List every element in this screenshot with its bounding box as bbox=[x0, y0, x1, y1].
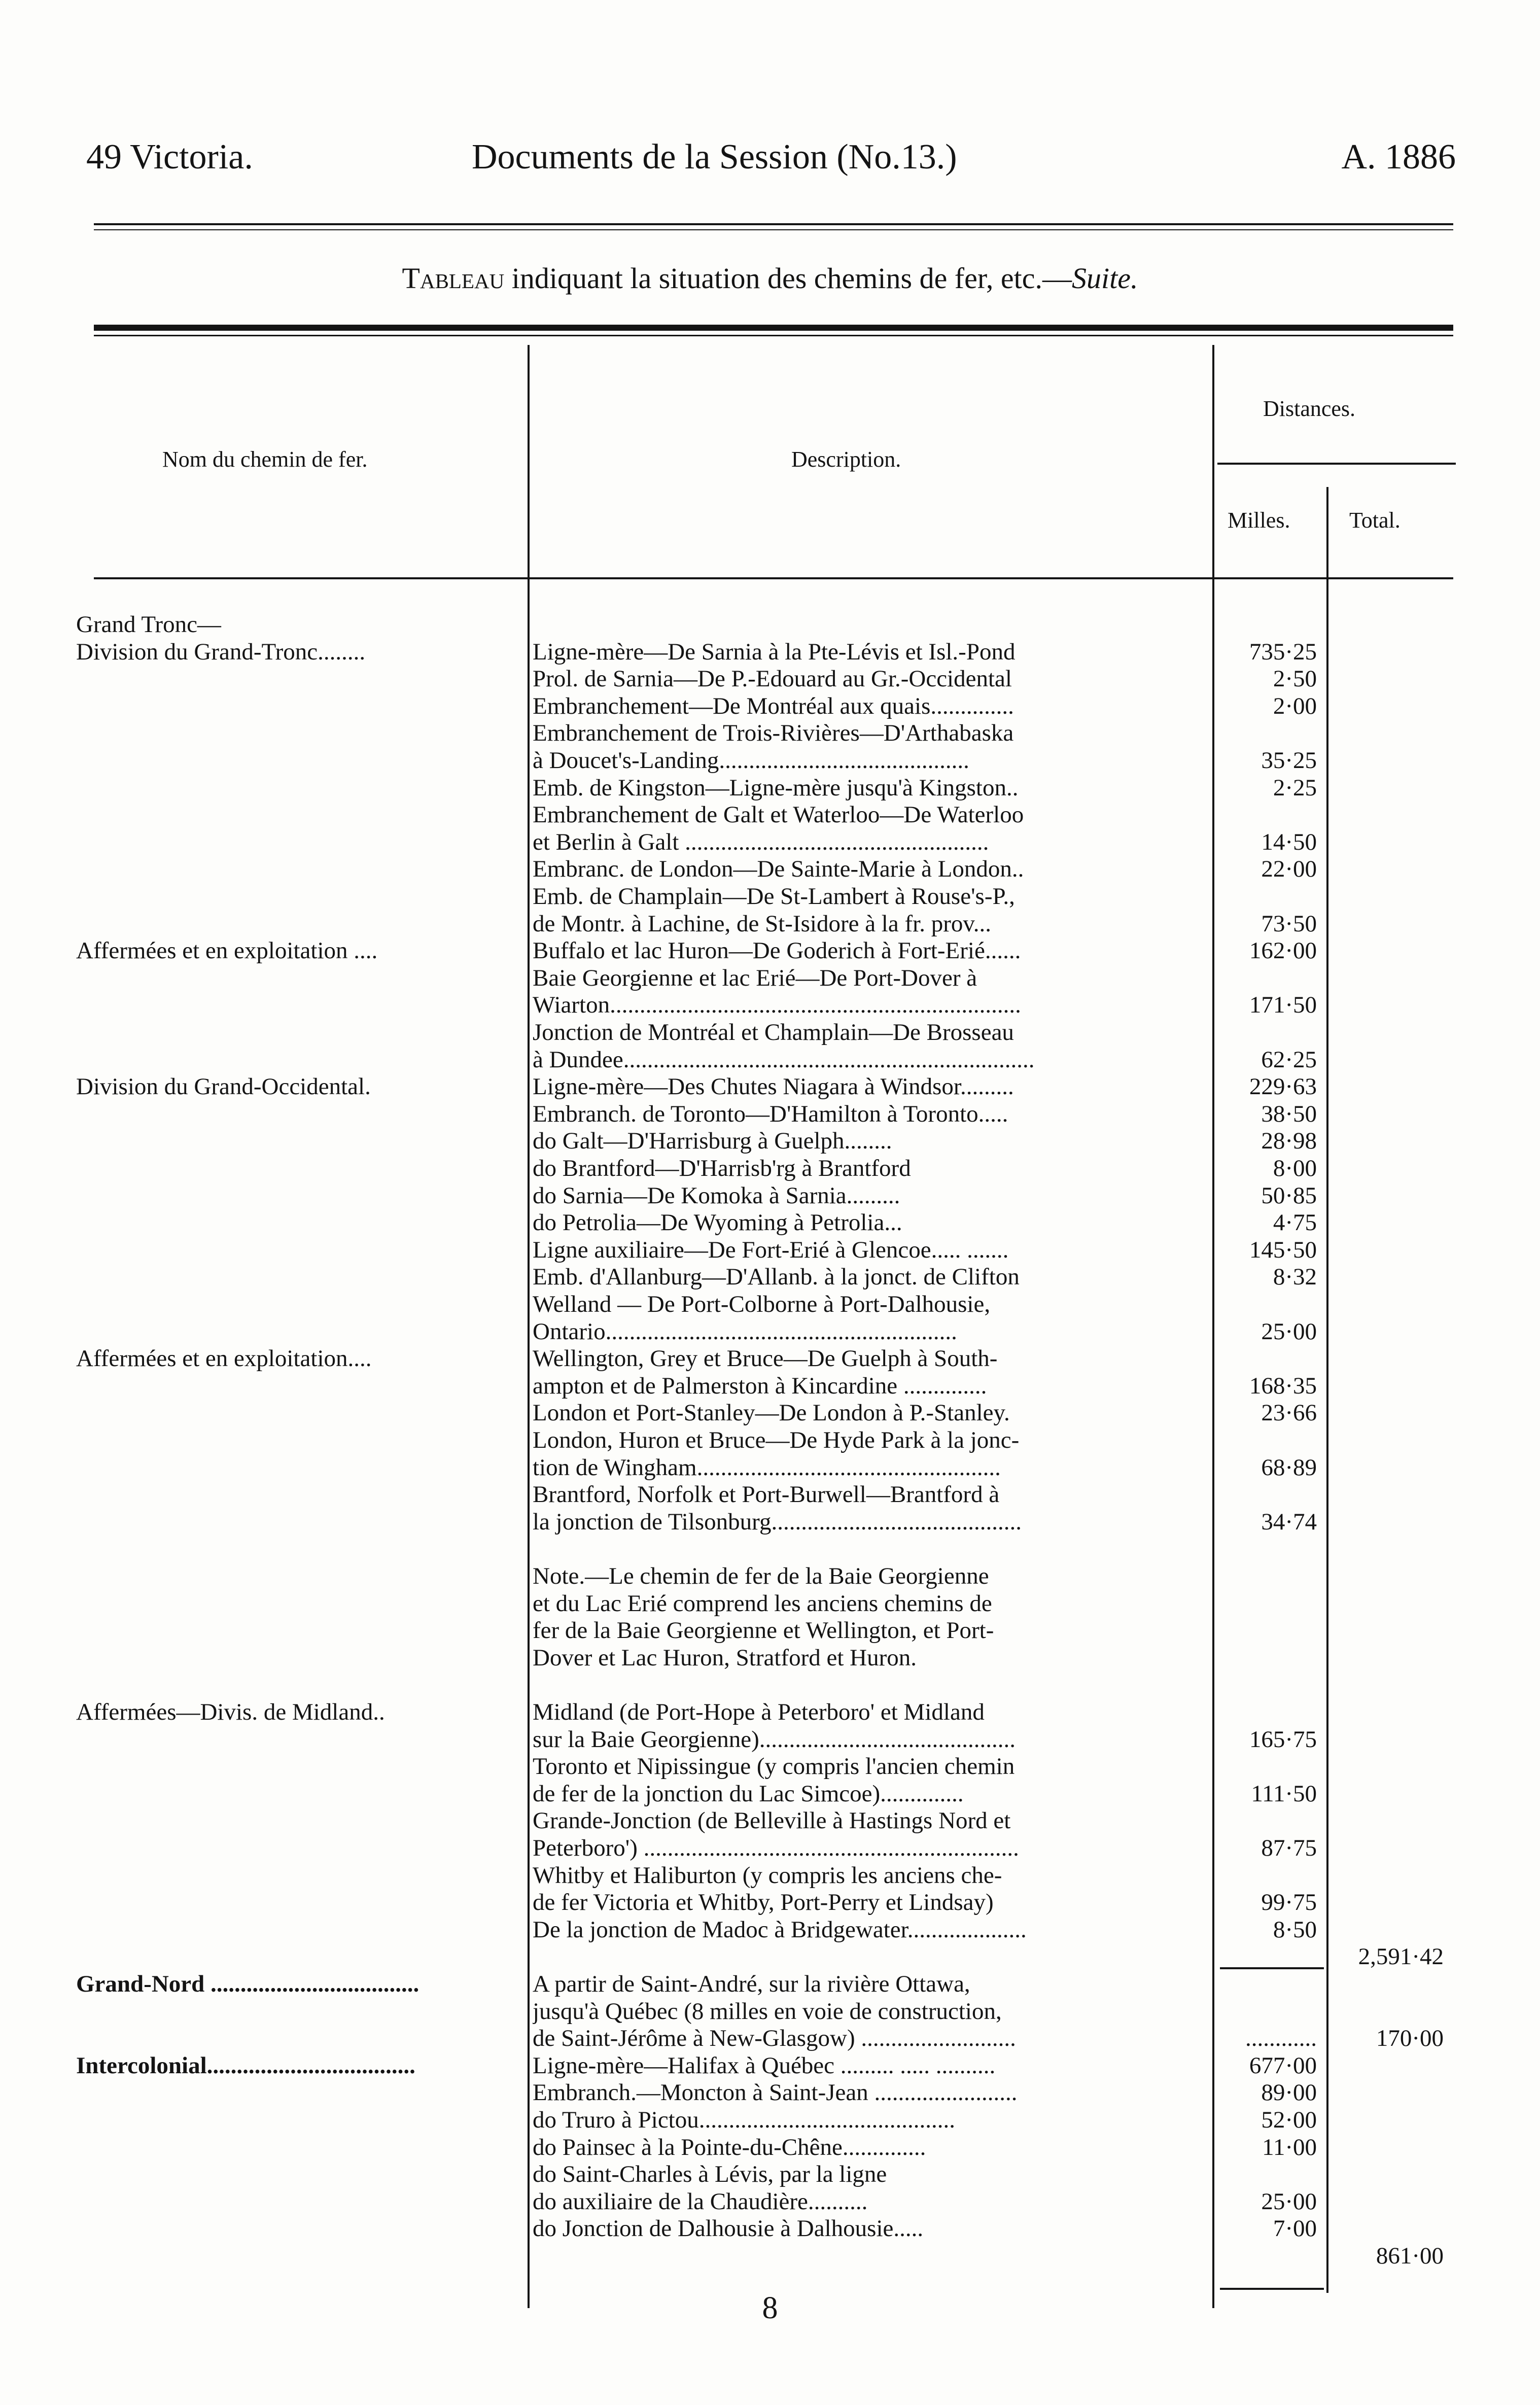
title-suite: Suite. bbox=[1071, 262, 1138, 295]
table-row bbox=[0, 1291, 1540, 1318]
row-description: Toronto et Nipissingue (y compris l'ancien chemin bbox=[533, 1753, 1015, 1780]
table-row bbox=[0, 2107, 1540, 2134]
table-row bbox=[0, 2243, 1540, 2270]
row-miles: 34·74 bbox=[1261, 1508, 1317, 1535]
row-miles: 2·00 bbox=[1273, 692, 1317, 719]
table-row bbox=[0, 1209, 1540, 1236]
table-row bbox=[0, 1400, 1540, 1426]
distances-rule bbox=[1217, 463, 1456, 465]
table-row bbox=[0, 965, 1540, 992]
row-miles: 23·66 bbox=[1261, 1400, 1317, 1426]
header-right: A. 1886 bbox=[1341, 137, 1456, 177]
running-header bbox=[86, 137, 1456, 183]
row-miles: ............ bbox=[1245, 2025, 1317, 2052]
row-miles: 25·00 bbox=[1261, 1318, 1317, 1345]
table-row bbox=[0, 1753, 1540, 1780]
row-name: Intercolonial................................... bbox=[76, 2052, 415, 2079]
row-description: De la jonction de Madoc à Bridgewater.................... bbox=[533, 1916, 1027, 1943]
row-miles: 165·75 bbox=[1249, 1726, 1317, 1753]
row-description: Embranch. de Toronto—D'Hamilton à Toronto..... bbox=[533, 1100, 1008, 1127]
table-row bbox=[0, 1454, 1540, 1481]
row-total: 861·00 bbox=[1376, 2243, 1444, 2269]
row-description: Ligne-mère—Des Chutes Niagara à Windsor......... bbox=[533, 1073, 1014, 1100]
row-miles: 50·85 bbox=[1261, 1182, 1317, 1209]
row-name: Affermées et en exploitation.... bbox=[76, 1345, 372, 1372]
page-number: 8 bbox=[762, 2291, 778, 2325]
table-row bbox=[0, 1019, 1540, 1046]
row-miles: 162·00 bbox=[1249, 937, 1317, 964]
table-row bbox=[0, 611, 1540, 638]
table-row bbox=[0, 1128, 1540, 1155]
row-miles: 8·32 bbox=[1273, 1264, 1317, 1291]
row-name: Division du Grand-Occidental. bbox=[76, 1073, 371, 1100]
row-description: do Galt—D'Harrisburg à Guelph........ bbox=[533, 1128, 892, 1155]
row-description: à Dundee..................................................................... bbox=[533, 1046, 1035, 1073]
row-miles: 22·00 bbox=[1261, 856, 1317, 883]
row-description: et du Lac Erié comprend les anciens chemins de bbox=[533, 1590, 992, 1617]
table-row bbox=[0, 2161, 1540, 2188]
header-center: Documents de la Session (No.13.) bbox=[472, 137, 957, 177]
row-miles: 8·50 bbox=[1273, 1916, 1317, 1943]
row-description: Prol. de Sarnia—De P.-Edouard au Gr.-Occidental bbox=[533, 666, 1012, 692]
table-row bbox=[0, 1726, 1540, 1753]
row-description: Emb. de Kingston—Ligne-mère jusqu'à Kingston.. bbox=[533, 774, 1019, 801]
row-description: et Berlin à Galt ................................................... bbox=[533, 828, 989, 855]
row-description: do Jonction de Dalhousie à Dalhousie..... bbox=[533, 2215, 924, 2242]
row-miles: 111·50 bbox=[1251, 1780, 1317, 1807]
header-left: 49 Victoria. bbox=[86, 137, 253, 177]
table-row bbox=[0, 1916, 1540, 1943]
row-description: Ligne auxiliaire—De Fort-Erié à Glencoe..... ....... bbox=[533, 1236, 1009, 1263]
row-miles: 28·98 bbox=[1261, 1128, 1317, 1155]
row-description: do Painsec à la Pointe-du-Chêne.............. bbox=[533, 2134, 926, 2160]
table-row bbox=[0, 1155, 1540, 1182]
row-description: Baie Georgienne et lac Erié—De Port-Dover à bbox=[533, 964, 977, 991]
row-description: Embranc. de London—De Sainte-Marie à London.. bbox=[533, 856, 1024, 883]
table-row bbox=[0, 1943, 1540, 1970]
row-miles: 145·50 bbox=[1249, 1236, 1317, 1263]
table-row bbox=[0, 992, 1540, 1019]
row-description: Embranchement—De Montréal aux quais.............. bbox=[533, 692, 1014, 719]
row-miles: 25·00 bbox=[1261, 2188, 1317, 2215]
table-row bbox=[0, 775, 1540, 801]
table-row bbox=[0, 2188, 1540, 2215]
row-miles: 2·25 bbox=[1273, 774, 1317, 801]
row-miles: 677·00 bbox=[1249, 2052, 1317, 2079]
table-row bbox=[0, 720, 1540, 747]
row-description: Welland — De Port-Colborne à Port-Dalhousie, bbox=[533, 1291, 991, 1317]
table-row bbox=[0, 1971, 1540, 1998]
col-head-description: Description. bbox=[791, 447, 901, 472]
row-description: de Saint-Jérôme à New-Glasgow) .......................... bbox=[533, 2025, 1016, 2052]
row-description: do Saint-Charles à Lévis, par la ligne bbox=[533, 2161, 887, 2188]
table-row bbox=[0, 1671, 1540, 1698]
table-row bbox=[0, 639, 1540, 666]
table-row bbox=[0, 2052, 1540, 2079]
row-description: Whitby et Haliburton (y compris les anciens che- bbox=[533, 1862, 1002, 1889]
row-description: Buffalo et lac Huron—De Goderich à Fort-Erié...... bbox=[533, 937, 1021, 964]
header-rule bbox=[94, 223, 1453, 225]
table-title bbox=[0, 261, 1540, 295]
title-rule-heavy bbox=[94, 325, 1453, 331]
row-miles: 2·50 bbox=[1273, 666, 1317, 692]
table-row bbox=[0, 1264, 1540, 1291]
row-description: Embranch.—Moncton à Saint-Jean ........................ bbox=[533, 2079, 1018, 2106]
row-miles: 8·00 bbox=[1273, 1155, 1317, 1181]
row-description: Ligne-mère—Halifax à Québec ......... ..... .......... bbox=[533, 2052, 996, 2079]
row-description: Emb. d'Allanburg—D'Allanb. à la jonct. de Clifton bbox=[533, 1264, 1020, 1291]
table-row bbox=[0, 1237, 1540, 1264]
row-description: Wiarton..................................................................... bbox=[533, 992, 1021, 1019]
table-row bbox=[0, 1617, 1540, 1644]
row-description: do Sarnia—De Komoka à Sarnia......... bbox=[533, 1182, 900, 1209]
table-row bbox=[0, 1182, 1540, 1209]
row-miles: 171·50 bbox=[1249, 992, 1317, 1019]
row-miles: 735·25 bbox=[1249, 638, 1317, 665]
row-description: London, Huron et Bruce—De Hyde Park à la jonc- bbox=[533, 1427, 1020, 1453]
table-row bbox=[0, 1536, 1540, 1562]
table-row bbox=[0, 2079, 1540, 2106]
row-miles: 11·00 bbox=[1262, 2134, 1317, 2160]
row-description: ampton et de Palmerston à Kincardine .............. bbox=[533, 1372, 987, 1399]
row-description: de fer de la jonction du Lac Simcoe).............. bbox=[533, 1780, 964, 1807]
row-description: la jonction de Tilsonburg.......................................... bbox=[533, 1508, 1022, 1535]
table-row bbox=[0, 1835, 1540, 1862]
row-miles: 4·75 bbox=[1273, 1209, 1317, 1236]
row-description: do Brantford—D'Harrisb'rg à Brantford bbox=[533, 1155, 911, 1181]
row-description: London et Port-Stanley—De London à P.-Stanley. bbox=[533, 1400, 1010, 1426]
row-description: Grande-Jonction (de Belleville à Hastings Nord et bbox=[533, 1807, 1011, 1834]
row-description: tion de Wingham................................................... bbox=[533, 1454, 1001, 1481]
row-name: Division du Grand-Tronc........ bbox=[76, 638, 366, 665]
row-miles: 52·00 bbox=[1261, 2107, 1317, 2133]
title-rule-thin bbox=[94, 335, 1453, 336]
table-row bbox=[0, 1645, 1540, 1671]
table-row bbox=[0, 1047, 1540, 1073]
row-name: Grand-Nord ................................... bbox=[76, 1971, 419, 1997]
table-row bbox=[0, 1345, 1540, 1372]
row-description: sur la Baie Georgienne)........................................... bbox=[533, 1726, 1016, 1753]
row-total: 2,591·42 bbox=[1358, 1943, 1444, 1970]
table-row bbox=[0, 1590, 1540, 1617]
table-row bbox=[0, 1373, 1540, 1400]
table-row bbox=[0, 747, 1540, 774]
row-miles: 99·75 bbox=[1261, 1889, 1317, 1916]
table-row bbox=[0, 829, 1540, 856]
row-description: Embranchement de Galt et Waterloo—De Waterloo bbox=[533, 801, 1024, 828]
table-row bbox=[0, 1862, 1540, 1889]
row-description: Jonction de Montréal et Champlain—De Brosseau bbox=[533, 1019, 1014, 1045]
table-row bbox=[0, 1509, 1540, 1536]
row-description: do auxiliaire de la Chaudière.......... bbox=[533, 2188, 868, 2215]
title-caps: Tableau bbox=[402, 262, 505, 295]
row-description: Ligne-mère—De Sarnia à la Pte-Lévis et Isl.-Pond bbox=[533, 638, 1016, 665]
table-row bbox=[0, 883, 1540, 910]
row-miles: 73·50 bbox=[1261, 910, 1317, 937]
table-row bbox=[0, 1481, 1540, 1508]
row-miles: 14·50 bbox=[1261, 828, 1317, 855]
row-miles: 7·00 bbox=[1273, 2215, 1317, 2242]
row-description: Note.—Le chemin de fer de la Baie Georgienne bbox=[533, 1563, 989, 1589]
table-row bbox=[0, 1998, 1540, 2025]
table-row bbox=[0, 2134, 1540, 2161]
row-description: Peterboro') ............................................................... bbox=[533, 1835, 1019, 1861]
row-miles: 68·89 bbox=[1261, 1454, 1317, 1481]
table-row bbox=[0, 1699, 1540, 1726]
table-row bbox=[0, 1807, 1540, 1834]
table-row bbox=[0, 937, 1540, 964]
row-miles: 87·75 bbox=[1261, 1835, 1317, 1861]
row-miles: 168·35 bbox=[1249, 1372, 1317, 1399]
row-miles: 35·25 bbox=[1261, 747, 1317, 774]
table-row bbox=[0, 2215, 1540, 2242]
table-row bbox=[0, 1427, 1540, 1454]
row-description: à Doucet's-Landing.......................................... bbox=[533, 747, 969, 774]
col-head-miles: Milles. bbox=[1228, 508, 1290, 533]
col-head-total: Total. bbox=[1349, 508, 1401, 533]
row-description: de fer Victoria et Whitby, Port-Perry et Lindsay) bbox=[533, 1889, 994, 1916]
row-description: do Truro à Pictou........................................... bbox=[533, 2107, 955, 2133]
row-name: Affermées—Divis. de Midland.. bbox=[76, 1699, 385, 1725]
row-description: Wellington, Grey et Bruce—De Guelph à South- bbox=[533, 1345, 998, 1372]
title-main: indiquant la situation des chemins de fer, etc.— bbox=[504, 262, 1072, 295]
row-description: Dover et Lac Huron, Stratford et Huron. bbox=[533, 1644, 917, 1671]
row-description: Emb. de Champlain—De St-Lambert à Rouse's-P., bbox=[533, 883, 1015, 910]
table-row bbox=[0, 1073, 1540, 1100]
row-description: jusqu'à Québec (8 milles en voie de construction, bbox=[533, 1998, 1002, 2025]
table-row bbox=[0, 1101, 1540, 1128]
row-name: Affermées et en exploitation .... bbox=[76, 937, 378, 964]
col-head-name: Nom du chemin de fer. bbox=[162, 447, 368, 472]
row-total: 170·00 bbox=[1376, 2025, 1444, 2052]
table-row bbox=[0, 911, 1540, 937]
col-head-distances: Distances. bbox=[1263, 396, 1356, 421]
row-description: fer de la Baie Georgienne et Wellington, et Port- bbox=[533, 1617, 994, 1644]
row-description: Brantford, Norfolk et Port-Burwell—Brantford à bbox=[533, 1481, 1000, 1508]
row-description: do Petrolia—De Wyoming à Petrolia... bbox=[533, 1209, 902, 1236]
table-row bbox=[0, 1563, 1540, 1590]
table-row bbox=[0, 856, 1540, 883]
table-row bbox=[0, 2025, 1540, 2052]
table-row bbox=[0, 1318, 1540, 1345]
row-miles: 62·25 bbox=[1261, 1046, 1317, 1073]
row-description: Ontario........................................................... bbox=[533, 1318, 957, 1345]
row-miles: 89·00 bbox=[1261, 2079, 1317, 2106]
table-row bbox=[0, 1781, 1540, 1807]
row-description: Midland (de Port-Hope à Peterboro' et Midland bbox=[533, 1699, 985, 1725]
table-row bbox=[0, 693, 1540, 720]
row-miles: 38·50 bbox=[1261, 1100, 1317, 1127]
row-miles: 229·63 bbox=[1249, 1073, 1317, 1100]
row-description: de Montr. à Lachine, de St-Isidore à la fr. prov... bbox=[533, 910, 992, 937]
row-description: A partir de Saint-André, sur la rivière Ottawa, bbox=[533, 1971, 970, 1997]
head-rule bbox=[94, 577, 1453, 579]
subtotal-rule-intercolonial bbox=[1220, 2288, 1324, 2290]
table-row bbox=[0, 801, 1540, 828]
row-description: Embranchement de Trois-Rivières—D'Arthabaska bbox=[533, 720, 1014, 747]
header-rule-thin bbox=[94, 229, 1453, 230]
table-row bbox=[0, 666, 1540, 692]
row-name: Grand Tronc— bbox=[76, 611, 221, 638]
table-row bbox=[0, 1889, 1540, 1916]
